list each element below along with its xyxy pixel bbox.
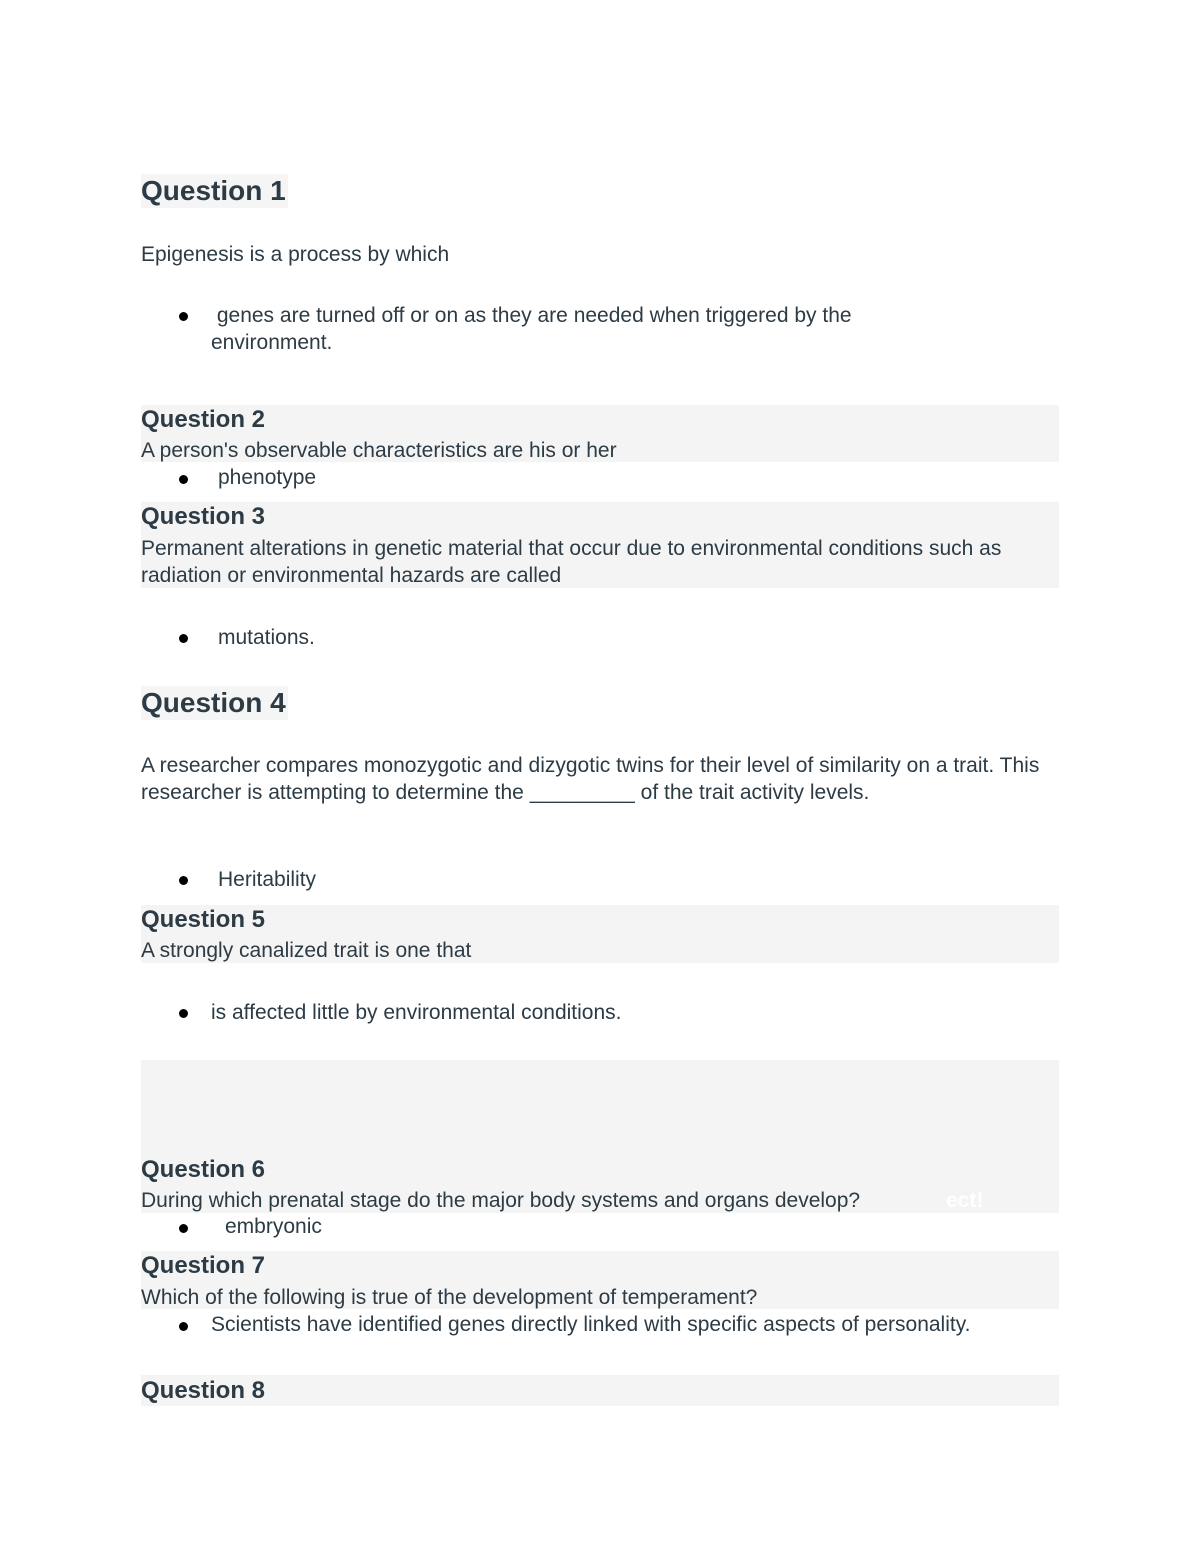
question-heading: Question 4 bbox=[141, 687, 286, 718]
question-heading: Question 8 bbox=[141, 1377, 266, 1404]
question-heading: Question 2 bbox=[141, 406, 266, 433]
question-prompt: A person's observable characteristics are his or her bbox=[141, 439, 617, 462]
question-prompt: A researcher compares monozygotic and dizygotic twins for their level of similarity on a trait. This researcher is attempting to determine the _________ of the trait activity levels. bbox=[141, 754, 1040, 804]
bullet-icon bbox=[179, 1224, 188, 1233]
answer-text: genes are turned off or on as they are needed when triggered by the environment. bbox=[211, 304, 858, 354]
question-prompt: Permanent alterations in genetic material that occur due to environmental conditions such as radiation or environmental hazards are called bbox=[141, 537, 1002, 587]
bullet-icon bbox=[179, 475, 188, 484]
bullet-icon bbox=[179, 634, 188, 643]
question-heading: Question 5 bbox=[141, 906, 266, 933]
question-prompt: Epigenesis is a process by which bbox=[141, 243, 450, 266]
question-heading: Question 7 bbox=[141, 1252, 266, 1279]
question-prompt: Which of the following is true of the development of temperament? bbox=[141, 1286, 758, 1309]
question-heading: Question 1 bbox=[141, 175, 286, 206]
answer-text: Scientists have identified genes directly linked with specific aspects of personality. bbox=[211, 1313, 971, 1336]
question-heading: Question 6 bbox=[141, 1156, 266, 1183]
answer-text: is affected little by environmental conditions. bbox=[211, 1001, 622, 1024]
question-heading: Question 3 bbox=[141, 503, 266, 530]
answer-text: phenotype bbox=[218, 466, 317, 489]
question-band bbox=[141, 1375, 1059, 1406]
bullet-icon bbox=[179, 1322, 188, 1331]
bullet-icon bbox=[179, 1009, 188, 1018]
answer-text: Heritability bbox=[218, 868, 317, 891]
question-prompt: A strongly canalized trait is one that bbox=[141, 939, 472, 962]
overlay-text: ect! bbox=[946, 1189, 984, 1212]
bullet-icon bbox=[179, 876, 188, 885]
answer-text: mutations. bbox=[218, 626, 315, 649]
bullet-icon bbox=[179, 312, 188, 321]
question-prompt: During which prenatal stage do the major body systems and organs develop? bbox=[141, 1189, 861, 1212]
answer-text: embryonic bbox=[225, 1215, 322, 1238]
